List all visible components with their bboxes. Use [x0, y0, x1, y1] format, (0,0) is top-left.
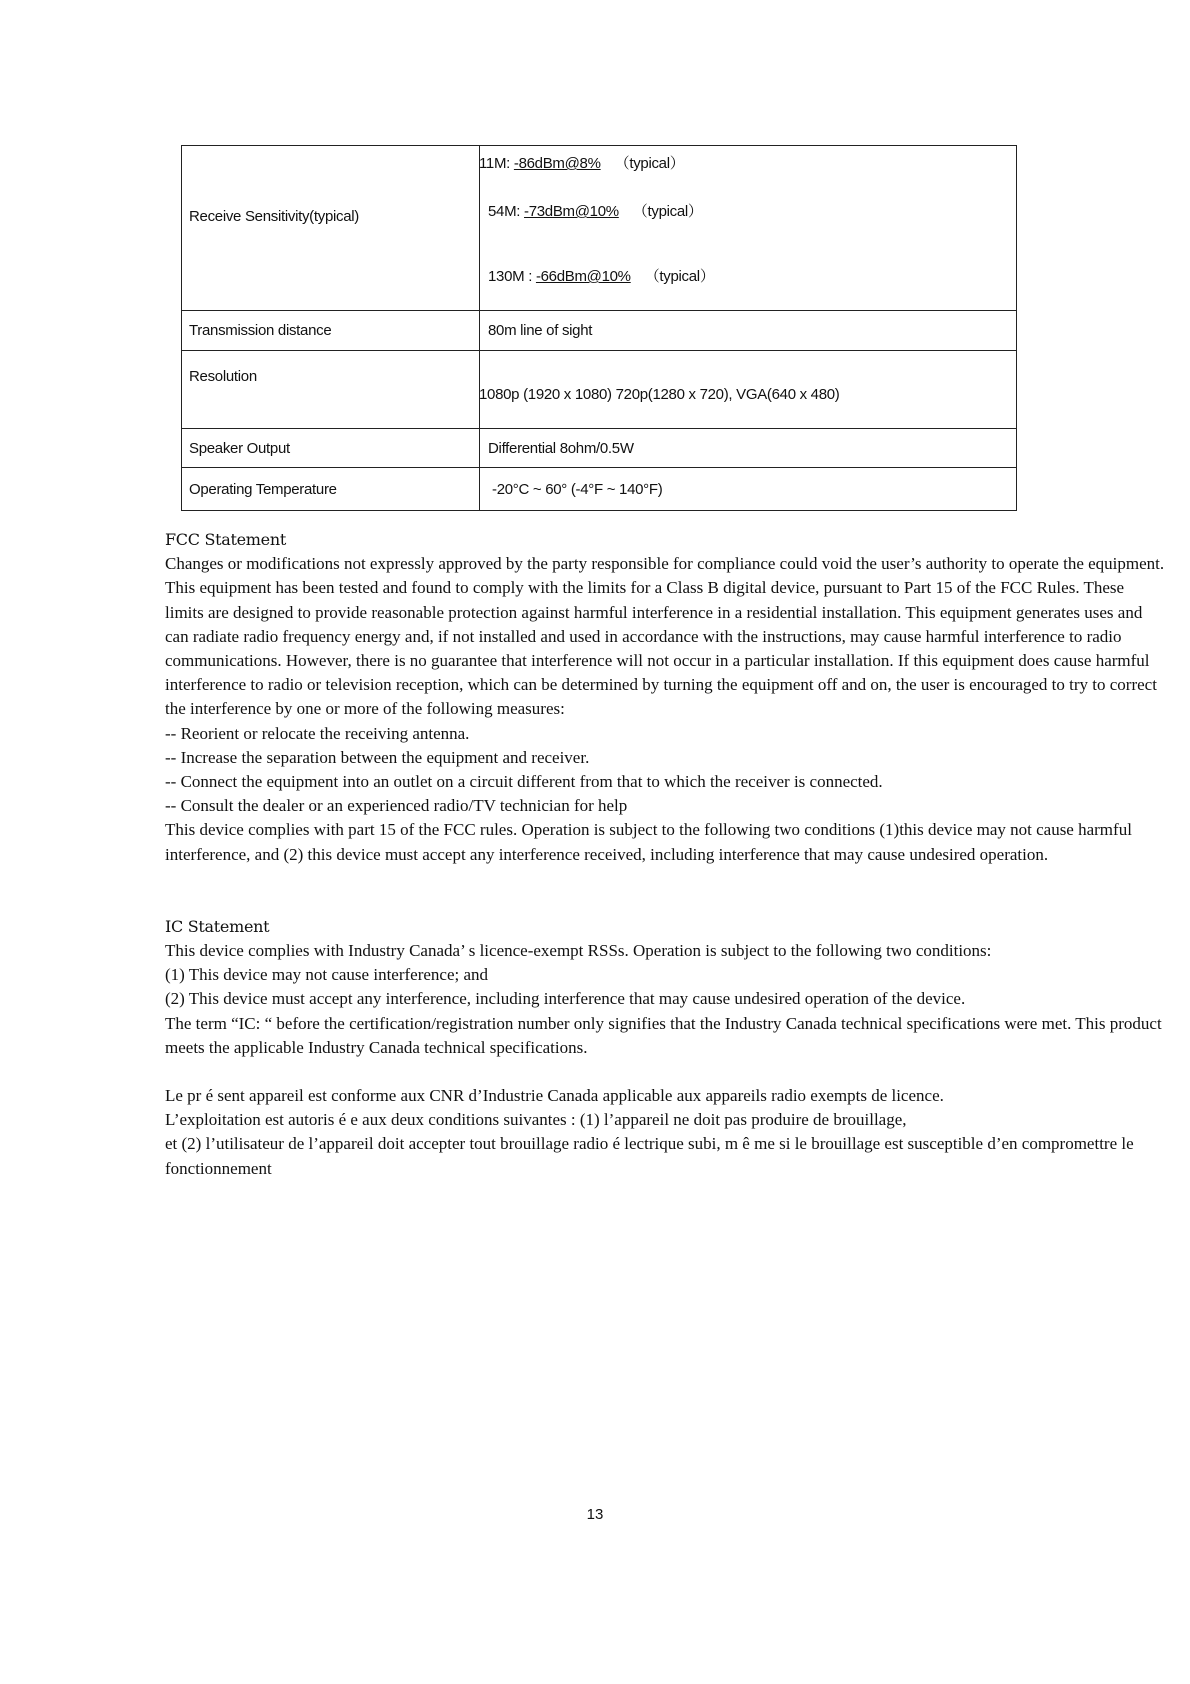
sensitivity-prefix: 11M:	[479, 155, 514, 172]
page-number: 13	[586, 1506, 604, 1523]
sensitivity-suffix: （typical）	[632, 203, 703, 220]
temperature-value: -20°C ~ 60° (-4°F ~ 140°F)	[480, 468, 1017, 511]
fcc-measure: -- Increase the separation between the equipment and receiver.	[165, 747, 590, 767]
fcc-paragraph-1: Changes or modifications not expressly approved by the party responsible for compliance could void the user’s authority to operate the equipment.	[165, 554, 1165, 574]
temperature-label: Operating Temperature	[182, 468, 480, 511]
speaker-value: Differential 8ohm/0.5W	[480, 429, 1017, 468]
sensitivity-line-11m	[479, 146, 1016, 184]
table-row	[182, 468, 1017, 511]
specifications-table	[181, 145, 1017, 511]
table-row	[182, 429, 1017, 468]
fcc-paragraph-3: This device complies with part 15 of the FCC rules. Operation is subject to the following two conditions (1)this device may not cause harmful interference, and (2) this device must accept any interference received, including interference that may cause undesired operation.	[165, 820, 1132, 864]
document-body	[165, 528, 1165, 1181]
sensitivity-value: -73dBm@10%	[524, 203, 619, 220]
table-row	[182, 311, 1017, 351]
sensitivity-prefix: 130M :	[488, 268, 536, 285]
table-row	[182, 351, 1017, 429]
transmission-value: 80m line of sight	[480, 311, 1017, 351]
resolution-text: 1080p (1920 x 1080) 720p(1280 x 720), VGA(640 x 480)	[479, 386, 840, 403]
ic-line-1: This device complies with Industry Canada’ s licence-exempt RSSs. Operation is subject to the following two conditions:	[165, 941, 992, 961]
table-row	[182, 146, 1017, 311]
fcc-measure: -- Reorient or relocate the receiving antenna.	[165, 723, 470, 743]
fcc-measure: -- Connect the equipment into an outlet on a circuit different from that to which the receiver is connected.	[165, 772, 883, 792]
sensitivity-value: -86dBm@8%	[513, 155, 601, 172]
sensitivity-suffix: （typical）	[644, 268, 715, 285]
transmission-label: Transmission distance	[182, 311, 480, 351]
ic-line-3: (2) This device must accept any interference, including interference that may cause undesired operation of the device.	[165, 989, 966, 1009]
sensitivity-prefix: 54M:	[488, 203, 525, 220]
fcc-paragraph-2: This equipment has been tested and found to comply with the limits for a Class B digital device, pursuant to Part 15 of the FCC Rules. These limits are designed to provide reasonable protection against harmful interference in a residential installation. This equipment generates uses and can radiate radio frequency energy and, if not installed and used in accordance with the instructions, may cause harmful interference to radio communications. However, there is no guarantee that interference will not occur in a particular installation. If this equipment does cause harmful interference to radio or television reception, which can be determined by turning the equipment off and on, the user is encouraged to try to correct the interference by one or more of the following measures:	[165, 578, 1157, 719]
sensitivity-line-54m	[488, 184, 1016, 240]
ic-heading: IC Statement	[165, 916, 270, 936]
fcc-heading: FCC Statement	[165, 530, 286, 549]
french-line-2: L’exploitation est autoris é e aux deux conditions suivantes : (1) l’appareil ne doit pas produire de brouillage,	[165, 1110, 907, 1130]
resolution-value	[480, 351, 1017, 429]
speaker-label: Speaker Output	[182, 429, 480, 468]
sensitivity-label: Receive Sensitivity(typical)	[182, 146, 480, 311]
ic-line-2: (1) This device may not cause interference; and	[165, 965, 489, 985]
french-line-1: Le pr é sent appareil est conforme aux CNR d’Industrie Canada applicable aux appareils radio exempts de licence.	[165, 1086, 944, 1106]
ic-line-4: The term “IC: “ before the certification/registration number only signifies that the Industry Canada technical specifications were met. This product meets the applicable Industry Canada technical specifications.	[165, 1013, 1162, 1057]
fcc-measure: -- Consult the dealer or an experienced radio/TV technician for help	[165, 796, 628, 816]
sensitivity-suffix: （typical）	[614, 155, 685, 172]
sensitivity-values	[480, 146, 1017, 311]
resolution-label: Resolution	[182, 351, 480, 429]
sensitivity-line-130m	[488, 240, 1016, 310]
french-line-3: et (2) l’utilisateur de l’appareil doit accepter tout brouillage radio é lectrique subi, m ê me si le brouillage est susceptible d’en compromettre le fonctionnement	[165, 1134, 1134, 1178]
sensitivity-value: -66dBm@10%	[535, 268, 631, 285]
